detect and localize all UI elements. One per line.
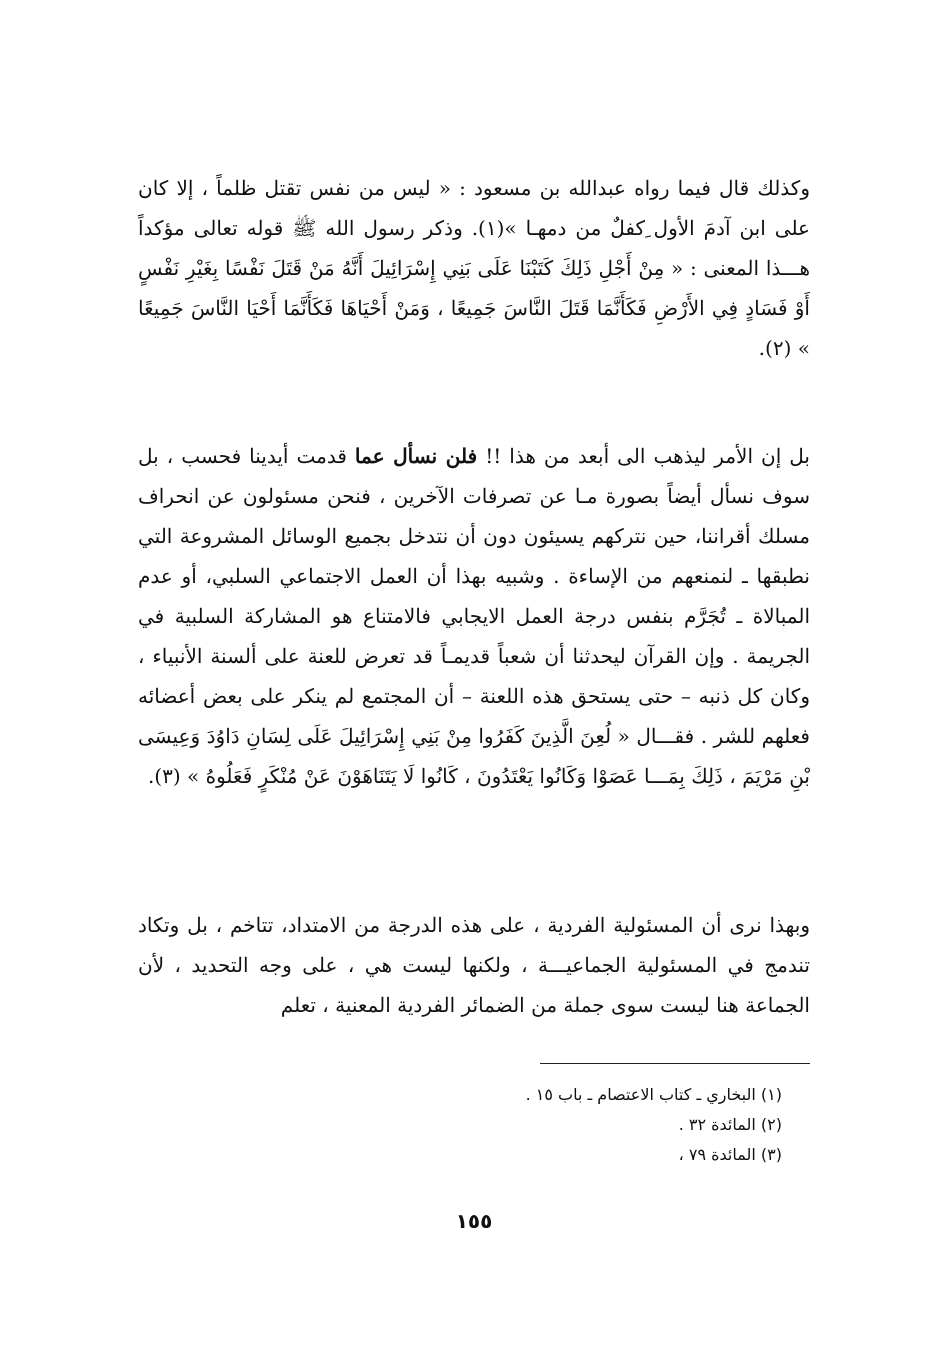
footnote-divider [540,1063,810,1064]
page-number: ١٥٥ [455,1209,493,1233]
footnote-2: (٢) المائدة ٣٢ . [678,1115,782,1134]
paragraph-2-start: بل إن الأمر ليذهب الى أبعد من هذا !! [477,444,810,468]
footnotes [400,1080,782,1170]
footnote-3: (٣) المائدة ٧٩ ، [678,1145,782,1164]
paragraph-3: وبهذا نرى أن المسئولية الفردية ، على هذه الدرجة من الامتداد، تتاخم ، بل وتكاد تندمج في المسئولية الجماعيـــة ، ولكنها ليست هي ، على وجه التحديد ، لأن الجماعة هنا ليست سوى جملة من الضمائر الفردية المعنية ، تعلم [138,913,810,1017]
paragraph-2 [138,436,810,796]
paragraph-1: وكذلك قال فيما رواه عبدالله بن مسعود : « ليس من نفس تقتل ظلماً ، إلا كان على ابن آدمَ الأول ِكفلٌ من دمهـا »(١). وذكر رسول الله ﷺ قوله تعالى مؤكداً هـــذا المعنى : « مِنْ أَجْلِ ذَلِكَ كَتَبْنَا عَلَى بَنِي إِسْرَائِيلَ أَنَّهُ مَنْ قَتَلَ نَفْسًا بِغَيْرِ نَفْسٍ أَوْ فَسَادٍ فِي الأَرْضِ فَكَأَنَّمَا قَتَلَ النَّاسَ جَمِيعًا ، وَمَنْ أَحْيَاهَا فَكَأَنَّمَا أَحْيَا النَّاسَ جَمِيعًا » (٢). [138,176,810,360]
footnote-1: (١) البخاري ـ كتاب الاعتصام ـ باب ١٥ . [525,1085,782,1104]
paragraph-2-bold-phrase: فلن نسأل عما [354,444,478,468]
paragraph-2-rest: قدمت أيدينا فحسب ، بل سوف نسأل أيضاً بصورة مـا عن تصرفات الآخرين ، فنحن مسئولون عن انحراف مسلك أقراننا، حين نتركهم يسيئون دون أن نتدخل بجميع الوسائل المشروعة التي نطبقها ـ لنمنعهم من الإساءة . وشبيه بهذا أن العمل الاجتماعي السلبي، أو عدم المبالاة ـ تُجَرَّم بنفس درجة العمل الايجابي فالامتناع هو المشاركة السلبية في الجريمة . وإن القرآن ليحدثنا أن شعباً قديمـاً قد تعرض للعنة على ألسنة الأنبياء ، وكان كل ذنبه – حتى يستحق هذه اللعنة – أن المجتمع لم ينكر على بعض أعضائه فعلهم للشر . فقـــال « لُعِنَ الَّذِينَ كَفَرُوا مِنْ بَنِي إِسْرَائِيلَ عَلَى لِسَانِ دَاوُدَ وَعِيسَى بْنِ مَرْيَمَ ، ذَلِكَ بِمَـــا عَصَوْا وَكَانُوا يَعْتَدُونَ ، كَانُوا لَا يَتَنَاهَوْنَ عَنْ مُنْكَرٍ فَعَلُوهُ » (٣). [138,444,810,788]
